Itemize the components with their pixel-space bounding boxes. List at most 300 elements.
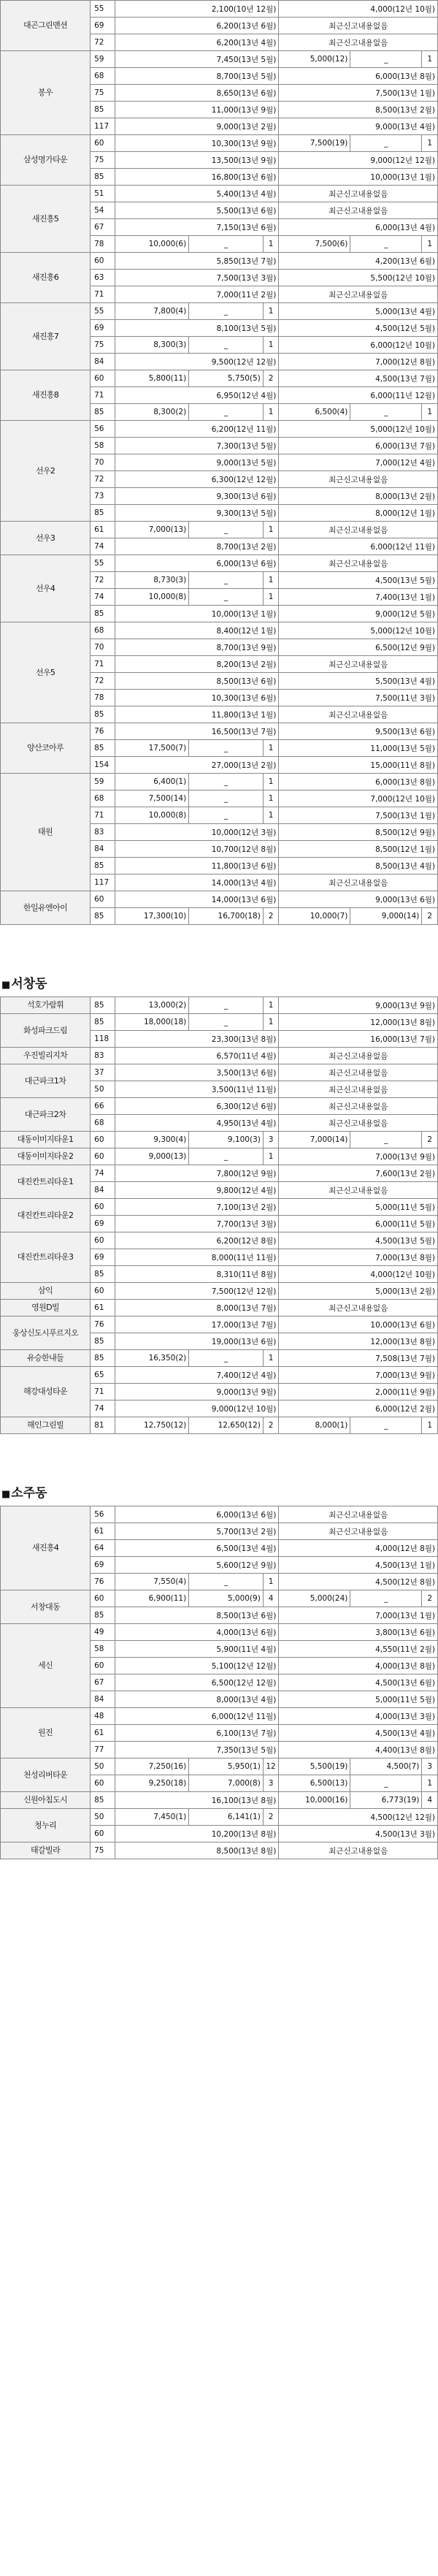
sale-max-cell: 8,300(2) bbox=[115, 404, 189, 421]
area-cell: 59 bbox=[91, 51, 115, 68]
no-report-note: 최근신고내용없음 bbox=[279, 656, 438, 673]
table-row bbox=[1, 1064, 438, 1081]
price-table bbox=[0, 0, 438, 925]
sale-min-cell: 5,000(9) bbox=[189, 1590, 264, 1607]
sale-cell: 9,300(13년 6월) bbox=[115, 488, 279, 505]
sale-count-cell: 2 bbox=[263, 1417, 279, 1434]
jeonse-cell: 4,000(13년 8월) bbox=[279, 1658, 438, 1674]
sale-cell: 8,700(13년 2월) bbox=[115, 538, 279, 555]
complex-name: 대진칸트리타운2 bbox=[1, 1199, 91, 1232]
jeonse-max-cell: 5,000(12) bbox=[279, 51, 350, 68]
complex-name: 새진흥7 bbox=[1, 303, 91, 370]
sale-count-cell: 3 bbox=[263, 1132, 279, 1148]
table-row bbox=[1, 723, 438, 740]
jeonse-cell: 4,000(12년 10월) bbox=[279, 1, 438, 18]
sale-cell: 8,000(13년 7월) bbox=[115, 1300, 279, 1316]
sale-max-cell: 10,000(6) bbox=[115, 236, 189, 253]
jeonse-max-cell: 6,500(4) bbox=[279, 404, 350, 421]
jeonse-cell: 6,000(11년 5월) bbox=[279, 1216, 438, 1232]
area-cell: 117 bbox=[91, 118, 115, 135]
sale-cell: 8,650(13년 6월) bbox=[115, 85, 279, 102]
jeonse-cell: 6,000(13년 8월) bbox=[279, 774, 438, 790]
jeonse-cell: 6,000(13년 8월) bbox=[279, 68, 438, 85]
area-cell: 76 bbox=[91, 1316, 115, 1333]
complex-name: 대진칸트리타운3 bbox=[1, 1232, 91, 1283]
jeonse-cell: 4,500(13년 4월) bbox=[279, 1725, 438, 1742]
jeonse-cell: 6,000(12년 2월) bbox=[279, 1401, 438, 1417]
jeonse-cell: 7,400(13년 1월) bbox=[279, 589, 438, 606]
jeonse-max-cell: 10,000(16) bbox=[279, 1792, 350, 1809]
price-table bbox=[0, 1506, 438, 1859]
complex-name: 해강대성타운 bbox=[1, 1367, 91, 1417]
complex-name: 태원 bbox=[1, 774, 91, 891]
no-report-note: 최근신고내용없음 bbox=[279, 874, 438, 891]
jeonse-count-cell: 3 bbox=[422, 1758, 438, 1775]
sale-count-cell: 1 bbox=[263, 790, 279, 807]
price-table bbox=[0, 997, 438, 1434]
table-row bbox=[1, 1048, 438, 1064]
jeonse-cell: 7,000(12년 10월) bbox=[279, 790, 438, 807]
sale-count-cell: 2 bbox=[263, 1809, 279, 1826]
table-row bbox=[1, 1300, 438, 1316]
jeonse-cell: 16,000(13년 7월) bbox=[279, 1031, 438, 1048]
sale-cell: 6,000(13년 6월) bbox=[115, 1506, 279, 1523]
sale-max-cell: 9,300(4) bbox=[115, 1132, 189, 1148]
jeonse-dash-cell: _ bbox=[350, 1417, 422, 1434]
sale-cell: 5,600(12년 9월) bbox=[115, 1557, 279, 1574]
sale-cell: 8,500(13년 6월) bbox=[115, 673, 279, 690]
table-row bbox=[1, 891, 438, 908]
sale-dash-cell: _ bbox=[189, 807, 264, 824]
sale-min-cell: 16,700(18) bbox=[189, 908, 264, 925]
no-report-note: 최근신고내용없음 bbox=[279, 18, 438, 34]
no-report-note: 최근신고내용없음 bbox=[279, 1115, 438, 1132]
jeonse-cell: 4,550(11년 2월) bbox=[279, 1641, 438, 1658]
area-cell: 68 bbox=[91, 1115, 115, 1132]
jeonse-cell: 5,000(12년 10월) bbox=[279, 622, 438, 639]
sale-max-cell: 7,250(16) bbox=[115, 1758, 189, 1775]
sale-cell: 6,200(12년 8월) bbox=[115, 1232, 279, 1249]
sale-cell: 8,400(12년 1월) bbox=[115, 622, 279, 639]
area-cell: 84 bbox=[91, 1691, 115, 1708]
jeonse-count-cell: 2 bbox=[422, 1132, 438, 1148]
table-row bbox=[1, 1624, 438, 1641]
jeonse-cell: 12,000(13년 8월) bbox=[279, 1014, 438, 1031]
complex-name: 양산코아루 bbox=[1, 723, 91, 774]
sale-cell: 6,500(12년 12월) bbox=[115, 1674, 279, 1691]
no-report-note: 최근신고내용없음 bbox=[279, 1064, 438, 1081]
sale-max-cell: 16,350(2) bbox=[115, 1350, 189, 1367]
area-cell: 154 bbox=[91, 757, 115, 774]
sale-min-cell: 9,100(3) bbox=[189, 1132, 264, 1148]
price-table-block bbox=[0, 997, 438, 1434]
complex-name: 대근파크1차 bbox=[1, 1064, 91, 1098]
area-cell: 78 bbox=[91, 690, 115, 706]
sale-cell: 14,000(13년 6월) bbox=[115, 891, 279, 908]
jeonse-cell: 9,000(12년 5월) bbox=[279, 606, 438, 622]
jeonse-cell: 9,000(13년 9월) bbox=[279, 997, 438, 1014]
sale-cell: 9,800(12년 4월) bbox=[115, 1182, 279, 1199]
complex-name: 화성파크드림 bbox=[1, 1014, 91, 1048]
complex-name: 새진흥5 bbox=[1, 186, 91, 253]
table-row bbox=[1, 1758, 438, 1775]
sale-cell: 7,150(13년 6월) bbox=[115, 219, 279, 236]
area-cell: 84 bbox=[91, 1182, 115, 1199]
sale-cell: 7,350(13년 5월) bbox=[115, 1742, 279, 1758]
no-report-note: 최근신고내용없음 bbox=[279, 555, 438, 572]
sale-max-cell: 7,000(13) bbox=[115, 522, 189, 538]
jeonse-cell: 4,200(13년 6월) bbox=[279, 253, 438, 270]
table-row bbox=[1, 1708, 438, 1725]
sale-count-cell: 1 bbox=[263, 1014, 279, 1031]
table-row bbox=[1, 1014, 438, 1031]
jeonse-max-cell: 7,000(14) bbox=[279, 1132, 350, 1148]
jeonse-cell: 4,500(13년 3월) bbox=[279, 1826, 438, 1843]
complex-name: 서창대동 bbox=[1, 1590, 91, 1624]
jeonse-max-cell: 10,000(7) bbox=[279, 908, 350, 925]
jeonse-min-cell: 6,773(19) bbox=[350, 1792, 422, 1809]
sale-dash-cell: _ bbox=[189, 572, 264, 589]
area-cell: 85 bbox=[91, 740, 115, 757]
area-cell: 71 bbox=[91, 1384, 115, 1401]
table-row bbox=[1, 303, 438, 320]
table-row bbox=[1, 1232, 438, 1249]
sale-max-cell: 6,900(11) bbox=[115, 1590, 189, 1607]
sale-count-cell: 4 bbox=[263, 1590, 279, 1607]
table-row bbox=[1, 997, 438, 1014]
sale-max-cell: 10,000(8) bbox=[115, 807, 189, 824]
sale-cell: 3,500(11년 11월) bbox=[115, 1081, 279, 1098]
sale-max-cell: 6,400(1) bbox=[115, 774, 189, 790]
table-row bbox=[1, 1843, 438, 1859]
area-cell: 56 bbox=[91, 1506, 115, 1523]
sale-cell: 7,100(13년 2월) bbox=[115, 1199, 279, 1216]
table-row bbox=[1, 421, 438, 438]
jeonse-cell: 6,000(12년 11월) bbox=[279, 538, 438, 555]
jeonse-cell: 7,000(13년 8월) bbox=[279, 1249, 438, 1266]
sale-cell: 6,200(13년 6월) bbox=[115, 18, 279, 34]
sale-count-cell: 1 bbox=[263, 1574, 279, 1590]
sale-cell: 8,200(13년 2월) bbox=[115, 656, 279, 673]
jeonse-cell: 7,000(12년 8월) bbox=[279, 354, 438, 370]
area-cell: 60 bbox=[91, 1826, 115, 1843]
jeonse-cell: 4,000(13년 3월) bbox=[279, 1708, 438, 1725]
sale-cell: 10,000(12년 3월) bbox=[115, 824, 279, 841]
table-row bbox=[1, 1148, 438, 1165]
no-report-note: 최근신고내용없음 bbox=[279, 202, 438, 219]
jeonse-cell: 8,500(12년 1월) bbox=[279, 841, 438, 858]
complex-name: 선우4 bbox=[1, 555, 91, 622]
table-row bbox=[1, 1199, 438, 1216]
jeonse-cell: 7,600(13년 2월) bbox=[279, 1165, 438, 1182]
area-cell: 67 bbox=[91, 1674, 115, 1691]
complex-name: 새진흥6 bbox=[1, 253, 91, 303]
sale-count-cell: 3 bbox=[263, 1775, 279, 1792]
jeonse-cell: 10,000(13년 6월) bbox=[279, 1316, 438, 1333]
table-row bbox=[1, 1590, 438, 1607]
table-row bbox=[1, 370, 438, 387]
jeonse-cell: 2,000(11년 9월) bbox=[279, 1384, 438, 1401]
sale-dash-cell: _ bbox=[189, 589, 264, 606]
area-cell: 76 bbox=[91, 723, 115, 740]
sale-cell: 10,200(13년 8월) bbox=[115, 1826, 279, 1843]
sale-dash-cell: _ bbox=[189, 337, 264, 354]
sale-dash-cell: _ bbox=[189, 1148, 264, 1165]
sale-max-cell: 7,550(4) bbox=[115, 1574, 189, 1590]
sale-max-cell: 8,300(3) bbox=[115, 337, 189, 354]
price-table-block bbox=[0, 1506, 438, 1859]
sale-dash-cell: _ bbox=[189, 236, 264, 253]
jeonse-cell: 9,000(13년 6월) bbox=[279, 891, 438, 908]
sale-cell: 8,310(11년 8월) bbox=[115, 1266, 279, 1283]
sale-cell: 9,000(12년 10월) bbox=[115, 1401, 279, 1417]
jeonse-cell: 5,500(12년 10월) bbox=[279, 270, 438, 286]
table-row bbox=[1, 1316, 438, 1333]
area-cell: 71 bbox=[91, 656, 115, 673]
area-cell: 85 bbox=[91, 606, 115, 622]
sale-cell: 27,000(13년 2월) bbox=[115, 757, 279, 774]
sale-dash-cell: _ bbox=[189, 404, 264, 421]
sale-cell: 7,450(13년 5월) bbox=[115, 51, 279, 68]
sale-max-cell: 7,800(4) bbox=[115, 303, 189, 320]
jeonse-count-cell: 1 bbox=[422, 51, 438, 68]
jeonse-cell: 6,500(12년 9월) bbox=[279, 639, 438, 656]
sale-cell: 7,800(12년 9월) bbox=[115, 1165, 279, 1182]
area-cell: 71 bbox=[91, 807, 115, 824]
complex-name: 선우5 bbox=[1, 622, 91, 723]
sale-min-cell: 12,650(12) bbox=[189, 1417, 264, 1434]
jeonse-max-cell: 7,500(6) bbox=[279, 236, 350, 253]
area-cell: 85 bbox=[91, 102, 115, 118]
sale-cell: 16,800(13년 6월) bbox=[115, 169, 279, 186]
jeonse-count-cell: 1 bbox=[422, 236, 438, 253]
sale-cell: 17,000(13년 7월) bbox=[115, 1316, 279, 1333]
jeonse-cell: 8,000(13년 2월) bbox=[279, 488, 438, 505]
sale-min-cell: 7,000(8) bbox=[189, 1775, 264, 1792]
jeonse-cell: 9,000(12년 12월) bbox=[279, 152, 438, 169]
sale-cell: 16,100(13년 8월) bbox=[115, 1792, 279, 1809]
jeonse-cell: 7,000(13년 9월) bbox=[279, 1367, 438, 1384]
table-row bbox=[1, 1506, 438, 1523]
sale-max-cell: 7,500(14) bbox=[115, 790, 189, 807]
area-cell: 50 bbox=[91, 1809, 115, 1826]
no-report-note: 최근신고내용없음 bbox=[279, 1081, 438, 1098]
area-cell: 60 bbox=[91, 370, 115, 387]
no-report-note: 최근신고내용없음 bbox=[279, 471, 438, 488]
sale-cell: 7,500(12년 12월) bbox=[115, 1283, 279, 1300]
sale-count-cell: 2 bbox=[263, 908, 279, 925]
sale-cell: 6,000(12년 11월) bbox=[115, 1708, 279, 1725]
area-cell: 37 bbox=[91, 1064, 115, 1081]
area-cell: 59 bbox=[91, 774, 115, 790]
sale-count-cell: 1 bbox=[263, 337, 279, 354]
area-cell: 83 bbox=[91, 1048, 115, 1064]
area-cell: 69 bbox=[91, 320, 115, 337]
area-cell: 61 bbox=[91, 1300, 115, 1316]
area-cell: 60 bbox=[91, 1658, 115, 1674]
area-cell: 56 bbox=[91, 421, 115, 438]
no-report-note: 최근신고내용없음 bbox=[279, 1182, 438, 1199]
sale-dash-cell: _ bbox=[189, 790, 264, 807]
jeonse-cell: 4,500(13년 7월) bbox=[279, 370, 438, 387]
complex-name: 영원D빌 bbox=[1, 1300, 91, 1316]
sale-cell: 13,500(13년 9월) bbox=[115, 152, 279, 169]
area-cell: 84 bbox=[91, 354, 115, 370]
area-cell: 75 bbox=[91, 152, 115, 169]
jeonse-cell: 7,508(13년 7월) bbox=[279, 1350, 438, 1367]
area-cell: 74 bbox=[91, 1401, 115, 1417]
sale-cell: 4,000(13년 6월) bbox=[115, 1624, 279, 1641]
area-cell: 68 bbox=[91, 68, 115, 85]
area-cell: 74 bbox=[91, 538, 115, 555]
jeonse-count-cell: 1 bbox=[422, 1417, 438, 1434]
area-cell: 61 bbox=[91, 522, 115, 538]
complex-name: 새진흥4 bbox=[1, 1506, 91, 1590]
jeonse-cell: 5,000(11년 5월) bbox=[279, 1691, 438, 1708]
jeonse-cell: 4,500(13년 5월) bbox=[279, 1232, 438, 1249]
jeonse-cell: 8,000(12년 1월) bbox=[279, 505, 438, 522]
no-report-note: 최근신고내용없음 bbox=[279, 1300, 438, 1316]
table-row bbox=[1, 1165, 438, 1182]
sale-dash-cell: _ bbox=[189, 740, 264, 757]
table-row bbox=[1, 1367, 438, 1384]
sale-count-cell: 1 bbox=[263, 1148, 279, 1165]
sale-count-cell: 1 bbox=[263, 522, 279, 538]
no-report-note: 최근신고내용없음 bbox=[279, 1523, 438, 1540]
area-cell: 85 bbox=[91, 706, 115, 723]
sale-cell: 8,700(13년 9월) bbox=[115, 639, 279, 656]
complex-name: 대근파크2차 bbox=[1, 1098, 91, 1132]
sale-count-cell: 1 bbox=[263, 572, 279, 589]
jeonse-min-cell: 4,500(7) bbox=[350, 1758, 422, 1775]
area-cell: 85 bbox=[91, 997, 115, 1014]
complex-name: 대곤그린맨션 bbox=[1, 1, 91, 51]
sale-count-cell: 1 bbox=[263, 236, 279, 253]
sale-min-cell: 5,950(1) bbox=[189, 1758, 264, 1775]
area-cell: 85 bbox=[91, 169, 115, 186]
table-row bbox=[1, 51, 438, 68]
sale-cell: 11,800(13년 6월) bbox=[115, 858, 279, 874]
area-cell: 55 bbox=[91, 555, 115, 572]
area-cell: 75 bbox=[91, 1843, 115, 1859]
no-report-note: 최근신고내용없음 bbox=[279, 34, 438, 51]
sale-cell: 6,200(12년 11월) bbox=[115, 421, 279, 438]
jeonse-cell: 4,500(13년 1월) bbox=[279, 1557, 438, 1574]
sale-max-cell: 9,000(13) bbox=[115, 1148, 189, 1165]
sale-cell: 6,100(13년 7월) bbox=[115, 1725, 279, 1742]
sale-cell: 5,500(13년 6월) bbox=[115, 202, 279, 219]
jeonse-cell: 5,500(13년 4월) bbox=[279, 673, 438, 690]
jeonse-cell: 7,000(13년 1월) bbox=[279, 1607, 438, 1624]
sale-cell: 10,700(12년 8월) bbox=[115, 841, 279, 858]
area-cell: 68 bbox=[91, 622, 115, 639]
sale-count-cell: 2 bbox=[263, 370, 279, 387]
jeonse-cell: 3,800(13년 6월) bbox=[279, 1624, 438, 1641]
table-row bbox=[1, 186, 438, 202]
jeonse-cell: 6,000(13년 7월) bbox=[279, 438, 438, 454]
complex-name: 봉우 bbox=[1, 51, 91, 135]
no-report-note: 최근신고내용없음 bbox=[279, 1843, 438, 1859]
jeonse-cell: 7,000(12년 4월) bbox=[279, 454, 438, 471]
complex-name: 웅상신도시푸르지오 bbox=[1, 1316, 91, 1350]
square-bullet-icon: ■ bbox=[1, 980, 11, 991]
area-cell: 85 bbox=[91, 505, 115, 522]
area-cell: 76 bbox=[91, 1574, 115, 1590]
sale-max-cell: 9,250(18) bbox=[115, 1775, 189, 1792]
area-cell: 83 bbox=[91, 824, 115, 841]
area-cell: 55 bbox=[91, 1, 115, 18]
jeonse-cell: 5,000(11년 5월) bbox=[279, 1199, 438, 1216]
sale-max-cell: 5,800(11) bbox=[115, 370, 189, 387]
table-row bbox=[1, 135, 438, 152]
complex-name: 대동이미지타운1 bbox=[1, 1132, 91, 1148]
area-cell: 60 bbox=[91, 891, 115, 908]
area-cell: 85 bbox=[91, 1607, 115, 1624]
area-cell: 66 bbox=[91, 1098, 115, 1115]
sale-max-cell: 13,000(2) bbox=[115, 997, 189, 1014]
table-row bbox=[1, 1132, 438, 1148]
sale-cell: 16,500(13년 7월) bbox=[115, 723, 279, 740]
sale-dash-cell: _ bbox=[189, 997, 264, 1014]
sale-cell: 11,000(13년 9월) bbox=[115, 102, 279, 118]
no-report-note: 최근신고내용없음 bbox=[279, 1048, 438, 1064]
sale-min-cell: 6,141(1) bbox=[189, 1809, 264, 1826]
jeonse-cell: 8,500(13년 4월) bbox=[279, 858, 438, 874]
area-cell: 75 bbox=[91, 85, 115, 102]
area-cell: 60 bbox=[91, 135, 115, 152]
jeonse-max-cell: 7,500(19) bbox=[279, 135, 350, 152]
jeonse-cell: 4,500(13년 5월) bbox=[279, 572, 438, 589]
area-cell: 118 bbox=[91, 1031, 115, 1048]
complex-name: 삼익 bbox=[1, 1283, 91, 1300]
jeonse-cell: 6,000(11년 12월) bbox=[279, 387, 438, 404]
no-report-note: 최근신고내용없음 bbox=[279, 286, 438, 303]
sale-cell: 6,000(13년 6월) bbox=[115, 555, 279, 572]
area-cell: 55 bbox=[91, 303, 115, 320]
complex-name: 선우3 bbox=[1, 522, 91, 555]
sale-dash-cell: _ bbox=[189, 774, 264, 790]
area-cell: 77 bbox=[91, 1742, 115, 1758]
jeonse-cell: 7,500(11년 3월) bbox=[279, 690, 438, 706]
sale-count-cell: 1 bbox=[263, 1350, 279, 1367]
complex-name: 신원아침도시 bbox=[1, 1792, 91, 1809]
jeonse-count-cell: 1 bbox=[422, 1775, 438, 1792]
area-cell: 84 bbox=[91, 841, 115, 858]
table-row bbox=[1, 1417, 438, 1434]
table-row bbox=[1, 522, 438, 538]
area-cell: 85 bbox=[91, 1014, 115, 1031]
sale-cell: 7,300(13년 5월) bbox=[115, 438, 279, 454]
jeonse-count-cell: 2 bbox=[422, 1590, 438, 1607]
area-cell: 60 bbox=[91, 1283, 115, 1300]
table-row bbox=[1, 622, 438, 639]
no-report-note: 최근신고내용없음 bbox=[279, 522, 438, 538]
sale-max-cell: 12,750(12) bbox=[115, 1417, 189, 1434]
sale-dash-cell: _ bbox=[189, 303, 264, 320]
table-row bbox=[1, 1, 438, 18]
area-cell: 85 bbox=[91, 1266, 115, 1283]
sale-dash-cell: _ bbox=[189, 1014, 264, 1031]
area-cell: 69 bbox=[91, 18, 115, 34]
sale-cell: 19,000(13년 6월) bbox=[115, 1333, 279, 1350]
sale-max-cell: 10,000(8) bbox=[115, 589, 189, 606]
area-cell: 71 bbox=[91, 286, 115, 303]
sale-dash-cell: _ bbox=[189, 1350, 264, 1367]
sale-count-cell: 1 bbox=[263, 774, 279, 790]
jeonse-count-cell: 1 bbox=[422, 404, 438, 421]
jeonse-max-cell: 5,500(19) bbox=[279, 1758, 350, 1775]
table-row bbox=[1, 774, 438, 790]
